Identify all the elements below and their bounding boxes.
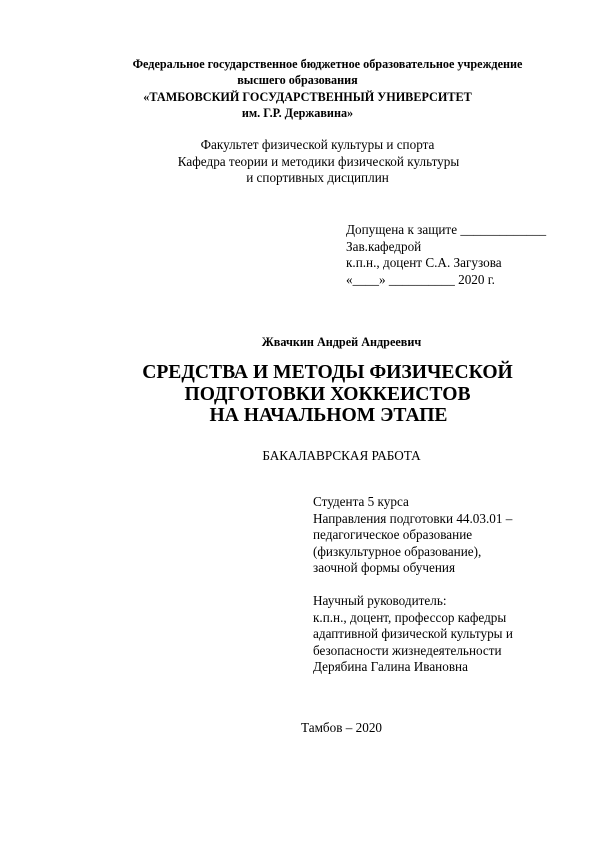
department-name: Кафедра теории и методики физической культуры <box>177 153 460 169</box>
institution-header <box>0 56 595 122</box>
approval-block <box>346 222 546 288</box>
institution-line-1: Федеральное государственное бюджетное образовательное учреждение <box>132 57 523 71</box>
student-line-3: педагогическое образование <box>313 527 473 543</box>
supervisor-line-2: к.п.н., доцент, профессор кафедры <box>313 609 507 625</box>
student-block <box>313 494 512 577</box>
supervisor-line-3: адаптивной физической культуры и <box>313 626 513 642</box>
city-year: Тамбов – 2020 <box>300 720 383 735</box>
author-block <box>0 334 595 350</box>
institution-line-3: «ТАМБОВСКИЙ ГОСУДАРСТВЕННЫЙ УНИВЕРСИТЕТ <box>143 89 472 104</box>
supervisor-line-5: Дерябина Галина Ивановна <box>313 659 468 675</box>
student-line-2: Направления подготовки 44.03.01 – <box>313 510 513 526</box>
approval-line-1: Допущена к защите _____________ <box>346 222 547 237</box>
supervisor-line-1: Научный руководитель: <box>313 593 447 608</box>
city-year-block <box>0 720 595 736</box>
title-line-1: СРЕДСТВА И МЕТОДЫ ФИЗИЧЕСКОЙ <box>142 362 513 383</box>
supervisor-block <box>313 593 513 676</box>
title-line-3: НА НАЧАЛЬНОМ ЭТАПЕ <box>209 405 448 427</box>
title-line-2: ПОДГОТОВКИ ХОККЕИСТОВ <box>184 383 471 405</box>
student-line-1: Студента 5 курса <box>313 494 409 509</box>
approval-line-4: «____» __________ 2020 г. <box>346 271 495 287</box>
thesis-title <box>0 362 595 427</box>
approval-line-2: Зав.кафедрой <box>346 238 422 254</box>
department-name-cont: и спортивных дисциплин <box>246 170 389 186</box>
faculty-name: Факультет физической культуры и спорта <box>200 137 435 152</box>
faculty-block <box>0 137 595 187</box>
supervisor-line-4: безопасности жизнедеятельности <box>313 642 502 658</box>
work-type: БАКАЛАВРСКАЯ РАБОТА <box>262 448 421 463</box>
institution-line-2: высшего образования <box>237 73 358 88</box>
work-type-block <box>0 448 595 464</box>
student-line-4: (физкультурное образование), <box>313 543 482 559</box>
student-line-5: заочной формы обучения <box>313 560 456 576</box>
approval-line-3: к.п.н., доцент С.А. Загузова <box>346 255 502 271</box>
author-name: Жвачкин Андрей Андреевич <box>261 335 422 349</box>
institution-line-4: им. Г.Р. Державина» <box>241 106 354 121</box>
